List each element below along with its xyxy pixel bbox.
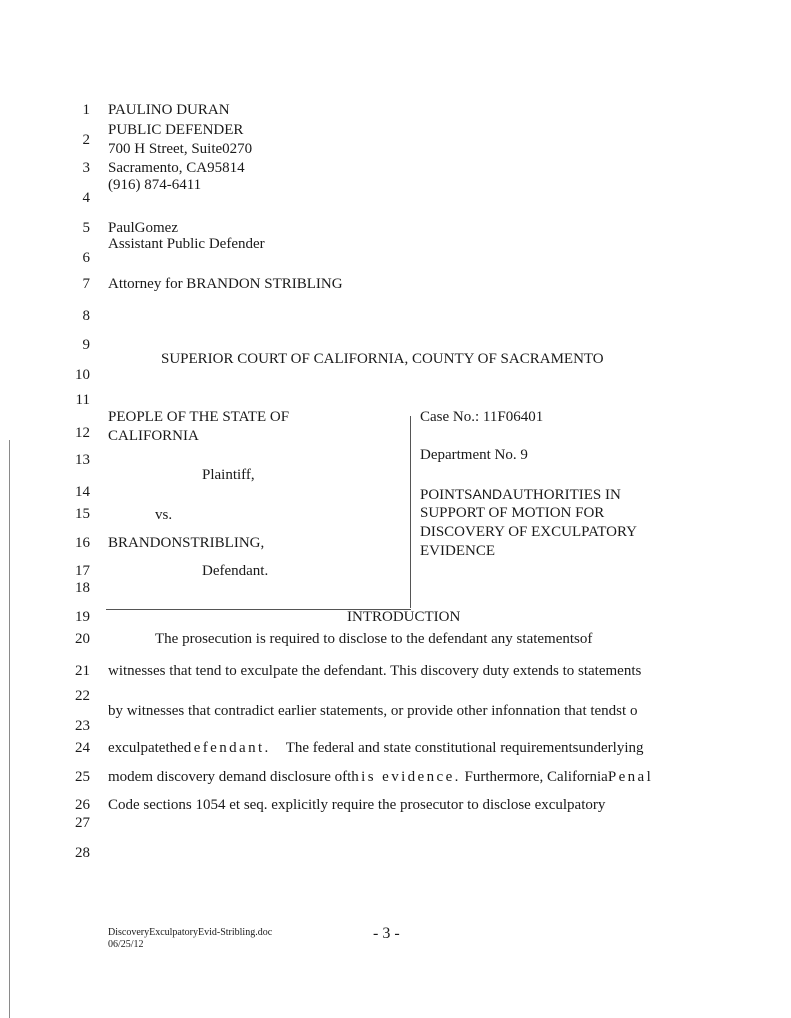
body-line-25-part1: modem discovery demand disclosure oft xyxy=(108,769,352,785)
assistant-title: Assistant Public Defender xyxy=(108,236,265,252)
attorney-title: PUBLIC DEFENDER xyxy=(108,122,244,138)
line-number: 3 xyxy=(82,160,90,176)
body-line-25-part2: his evidence. xyxy=(351,769,461,785)
line-number: 6 xyxy=(82,250,90,266)
body-line-20: The prosecution is required to disclose to the defendant any statementsof xyxy=(155,631,593,647)
line-number: 2 xyxy=(82,132,90,148)
attorney-phone: (916) 874-6411 xyxy=(108,177,202,193)
plaintiff-name-line2: CALIFORNIA xyxy=(108,428,199,444)
body-line-21: witnesses that tend to exculpate the defendant. This discovery duty extends to statements xyxy=(108,663,642,679)
line-number: 24 xyxy=(75,740,90,756)
section-heading: INTRODUCTION xyxy=(347,609,461,625)
court-title: SUPERIOR COURT OF CALIFORNIA, COUNTY OF SACRAMENTO xyxy=(161,351,604,367)
document-title-line1 xyxy=(420,486,621,504)
document-title-line4: EVIDENCE xyxy=(420,543,495,559)
plaintiff-label: Plaintiff, xyxy=(202,467,255,483)
plaintiff-name-line1: PEOPLE OF THE STATE OF xyxy=(108,409,290,425)
attorney-address-line2: Sacramento, CA95814 xyxy=(108,160,245,176)
attorney-for: Attorney for BRANDON STRIBLING xyxy=(108,276,343,292)
attorney-address-line1: 700 H Street, Suite0270 xyxy=(108,141,253,157)
department-number: Department No. 9 xyxy=(420,447,528,463)
body-line-25 xyxy=(108,769,653,786)
defendant-label: Defendant. xyxy=(202,563,269,579)
footer-date: 06/25/12 xyxy=(108,939,144,950)
line-number: 22 xyxy=(75,688,90,704)
line-number: 10 xyxy=(75,367,90,383)
case-number: Case No.: 11F06401 xyxy=(420,409,544,425)
line-number: 20 xyxy=(75,631,90,647)
line-number: 21 xyxy=(75,663,90,679)
line-number: 15 xyxy=(75,506,90,522)
document-title-authorities: AUTHORITIES IN xyxy=(502,487,621,503)
body-line-24-part2: defendant. xyxy=(183,740,271,756)
line-number: 7 xyxy=(82,276,90,292)
line-number: 18 xyxy=(75,580,90,596)
line-number: 14 xyxy=(75,484,90,500)
line-number: 8 xyxy=(82,308,90,324)
line-number: 27 xyxy=(75,815,90,831)
versus-label: vs. xyxy=(155,507,173,523)
line-number: 1 xyxy=(82,102,90,118)
assistant-name: PaulGomez xyxy=(108,220,178,236)
body-line-24-part3: The federal and state constitutional requirementsunderlying xyxy=(285,740,644,756)
body-line-25-part4: Penal xyxy=(607,769,654,785)
line-number: 19 xyxy=(75,609,90,625)
line-number: 13 xyxy=(75,452,90,468)
footer-filename: DiscoveryExculpatoryEvid-Stribling.doc xyxy=(108,927,273,938)
line-number: 4 xyxy=(82,190,90,206)
body-line-25-part3: Furthermore, California xyxy=(464,769,608,785)
line-number: 11 xyxy=(75,392,90,408)
attorney-name: PAULINO DURAN xyxy=(108,102,230,118)
document-title-line2: SUPPORT OF MOTION FOR xyxy=(420,505,605,521)
line-number: 23 xyxy=(75,718,90,734)
line-number: 28 xyxy=(75,845,90,861)
line-number: 26 xyxy=(75,797,90,813)
line-number: 16 xyxy=(75,535,90,551)
document-title-and: AND xyxy=(472,486,503,502)
caption-vertical-rule xyxy=(410,416,411,608)
body-line-22: by witnesses that contradict earlier statements, or provide other infonnation that tendst o xyxy=(108,703,638,719)
body-line-24-part1: exculpatethe xyxy=(108,740,184,756)
body-line-26: Code sections 1054 et seq. explicitly require the prosecutor to disclose exculpatory xyxy=(108,797,606,813)
line-number: 17 xyxy=(75,563,90,579)
line-number: 12 xyxy=(75,425,90,441)
defendant-name: BRANDONSTRIBLING, xyxy=(108,535,265,551)
line-number: 9 xyxy=(82,337,90,353)
body-line-24 xyxy=(108,740,643,757)
line-number: 25 xyxy=(75,769,90,785)
document-title-line3: DISCOVERY OF EXCULPATORY xyxy=(420,524,637,540)
document-title-points: POINTS xyxy=(420,487,473,503)
line-number: 5 xyxy=(82,220,90,236)
left-margin-rule xyxy=(9,440,10,1018)
page-number: - 3 - xyxy=(373,925,400,942)
